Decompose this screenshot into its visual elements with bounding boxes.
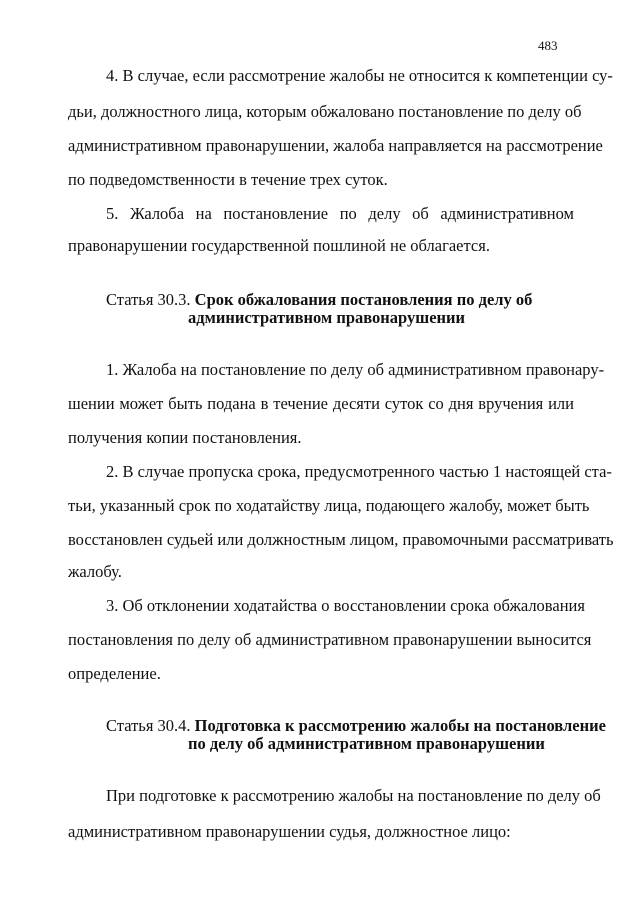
article-30-3-title-line-2: административном правонарушении	[188, 308, 466, 327]
paragraph-4-line-2: дьи, должностного лица, которым обжаловано постановление по делу об	[68, 102, 582, 121]
article-30-3-heading	[106, 290, 532, 310]
article-30-3-p2-line-4: жалобу.	[68, 562, 122, 581]
article-30-3-p2-line-2: тьи, указанный срок по ходатайству лица, подающего жалобу, может быть	[68, 496, 590, 515]
article-30-4-title-line-1: Подготовка к рассмотрению жалобы на постановление	[194, 716, 606, 735]
article-30-3-label: Статья 30.3.	[106, 290, 195, 309]
article-30-3-p2-line-3: восстановлен судьей или должностным лицом, правомочными рассматривать	[68, 530, 614, 549]
article-30-4-heading	[106, 716, 606, 736]
article-30-4-title-line-2: по делу об административном правонарушении	[188, 734, 545, 753]
article-30-3-title-line-2-wrap	[188, 308, 465, 328]
article-30-3-p3-line-1: 3. Об отклонении ходатайства о восстановлении срока обжалования	[106, 596, 585, 615]
paragraph-5-line-2: правонарушении государственной пошлиной не облагается.	[68, 236, 490, 255]
article-30-3-p3-line-3: определение.	[68, 664, 161, 683]
article-30-3-p2-line-1: 2. В случае пропуска срока, предусмотренного частью 1 настоящей ста-	[106, 462, 612, 481]
page-number: 483	[538, 38, 558, 53]
article-30-3-title-line-1: Срок обжалования постановления по делу об	[194, 290, 533, 309]
article-30-3-p3-line-2: постановления по делу об административном правонарушении выносится	[68, 630, 592, 649]
paragraph-4-line-4: по подведомственности в течение трех суток.	[68, 170, 388, 189]
article-30-3-p1-line-1: 1. Жалоба на постановление по делу об административном правонару-	[106, 360, 605, 379]
paragraph-5-line-1: 5. Жалоба на постановление по делу об административном	[106, 204, 574, 223]
paragraph-4-line-3: административном правонарушении, жалоба направляется на рассмотрение	[68, 136, 603, 155]
paragraph-4-line-1: 4. В случае, если рассмотрение жалобы не относится к компетенции су-	[106, 66, 613, 85]
article-30-3-p1-line-3: получения копии постановления.	[68, 428, 302, 447]
article-30-4-title-line-2-wrap	[188, 734, 545, 754]
article-30-4-label: Статья 30.4.	[106, 716, 195, 735]
article-30-4-intro-line-1: При подготовке к рассмотрению жалобы на постановление по делу об	[106, 786, 601, 805]
article-30-4-intro-line-2: административном правонарушении судья, должностное лицо:	[68, 822, 511, 841]
article-30-3-p1-line-2: шении может быть подана в течение десяти суток со дня вручения или	[68, 394, 574, 413]
